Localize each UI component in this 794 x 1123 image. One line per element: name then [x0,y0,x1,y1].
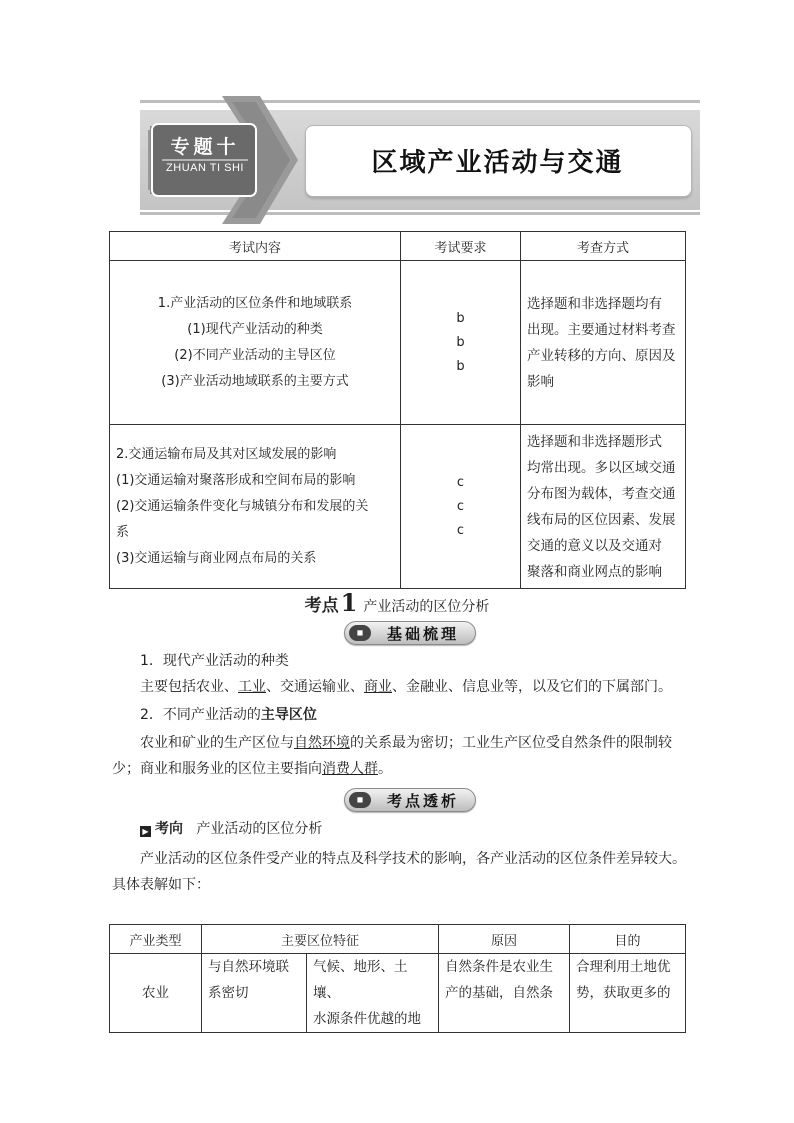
text-run: 、交通运输业、 [266,679,364,695]
method-line: 聚落和商业网点的影响 [527,563,662,580]
kaoxiang-title: 产业活动的区位分析 [196,821,323,837]
text-run: 农业和矿业的生产区位与 [140,735,294,751]
method-cell [521,261,686,425]
topic-label: 专题十 [170,136,240,158]
requirement-level: b [456,334,465,350]
industry-table-header [110,925,686,954]
basics-pill-label: 基础梳理 [386,625,459,643]
text-run: 具体表解如下： [112,877,210,893]
analysis-pill-label: 考点透析 [386,792,459,810]
content-cell [110,425,401,589]
content-item: (1)交通运输对聚落形成和空间布局的影响 [116,472,356,488]
page-title: 区域产业活动与交通 [371,148,624,178]
kaoxiang-label: 考向 [155,821,183,837]
basics-item1-text [112,674,702,700]
section-number: 1 [340,588,358,617]
cell-line: 系密切 [208,985,249,1001]
text-run: 少；商业和服务业的区位主要指向 [112,761,322,777]
header-cell: 目的 [570,925,686,954]
content-cell [110,261,401,425]
method-line: 选择题和非选择题形式 [527,433,662,450]
cell-line: 合理利用土地优 [576,959,671,975]
requirement-cell [401,425,521,589]
text-run: 。 [378,761,392,777]
requirement-level: c [456,498,465,514]
feature-cell [202,954,307,1033]
content-item: (2)不同产业活动的主导区位 [174,347,336,363]
header-cell: 考试要求 [401,232,521,261]
method-line: 线布局的区位因素、发展 [527,511,676,528]
content-title: 1.产业活动的区位条件和地域联系 [157,295,353,311]
topic-pinyin: ZHUAN TI SHI [166,162,244,174]
cell-line: 水源条件优越的地 [313,1011,421,1027]
text-run: 的关系最为密切；工业生产区位受自然条件的限制较 [350,735,672,751]
requirement-level: b [456,358,465,374]
basics-item2-text [112,730,688,782]
requirement-cell [401,261,521,425]
table-row [110,425,686,589]
text-run: 产业活动的区位条件受产业的特点及科学技术的影响，各产业活动的区位条件差异较大。 [140,851,686,867]
method-line: 影响 [527,373,554,390]
cell-line: 自然条件是农业生 [445,959,554,975]
basics-pill [344,621,476,645]
method-cell [521,425,686,589]
underlined-term: 消费人群 [322,761,378,777]
feature-detail-cell [307,954,439,1033]
section-heading [0,588,794,617]
table-row [110,954,686,1033]
industry-type-cell: 农业 [110,954,202,1033]
header-cell: 主要区位特征 [202,925,439,954]
method-line: 交通的意义以及交通对 [527,537,662,554]
content-title: 2.交通运输布局及其对区域发展的影响 [116,446,337,462]
basics-item2-heading [140,702,716,728]
method-line: 产业转移的方向、原因及 [527,347,676,364]
text-run: 、金融业、信息业等，以及它们的下属部门。 [392,679,672,695]
cell-line: 势，获取更多的 [576,985,671,1001]
header-cell: 产业类型 [110,925,202,954]
exam-table [109,231,686,589]
requirement-level: b [456,310,465,326]
method-line: 选择题和非选择题均有 [527,295,662,312]
content-item: 系 [116,524,130,540]
method-line: 出现。主要通过材料考查 [527,321,676,338]
section-title: 产业活动的区位分析 [363,599,490,615]
method-line: 均常出现。多以区域交通 [527,459,676,476]
underlined-term: 工业 [238,679,266,695]
header-cell: 原因 [439,925,570,954]
requirement-level: c [456,474,465,490]
table-row [110,261,686,425]
play-icon: ▶ [140,826,151,837]
underlined-term: 自然环境 [294,735,350,751]
cell-line: 气候、地形、土壤、 [313,959,408,1001]
content-item: (3)产业活动地域联系的主要方式 [161,373,349,389]
bold-term: 主导区位 [260,707,317,723]
header-cell: 考试内容 [110,232,401,261]
exam-table-header [110,232,686,261]
reason-cell [439,954,570,1033]
analysis-pill [344,788,476,812]
underlined-term: 商业 [364,679,392,695]
industry-table [109,924,686,1033]
kaoxiang-line [140,816,716,842]
text-run: 主要包括农业、 [140,679,238,695]
basics-item1-heading: 1．现代产业活动的种类 [140,653,289,669]
content-item: (3)交通运输与商业网点布局的关系 [116,550,317,566]
topic-chevron [148,96,308,226]
book-icon: ◼ [349,625,371,641]
book-icon: ◼ [349,792,371,808]
requirement-level: c [456,522,465,538]
cell-line: 产的基础，自然条 [445,985,554,1001]
method-line: 分布图为载体，考查交通 [527,485,676,502]
content-item: (2)交通运输条件变化与城镇分布和发展的关 [116,498,369,514]
text-run: 2．不同产业活动的 [140,707,261,723]
cell-line: 与自然环境联 [208,959,289,975]
header-cell: 考查方式 [521,232,686,261]
section-label: 考点 [304,596,339,616]
analysis-paragraph [112,846,712,898]
purpose-cell [570,954,686,1033]
content-item: (1)现代产业活动的种类 [187,321,323,337]
